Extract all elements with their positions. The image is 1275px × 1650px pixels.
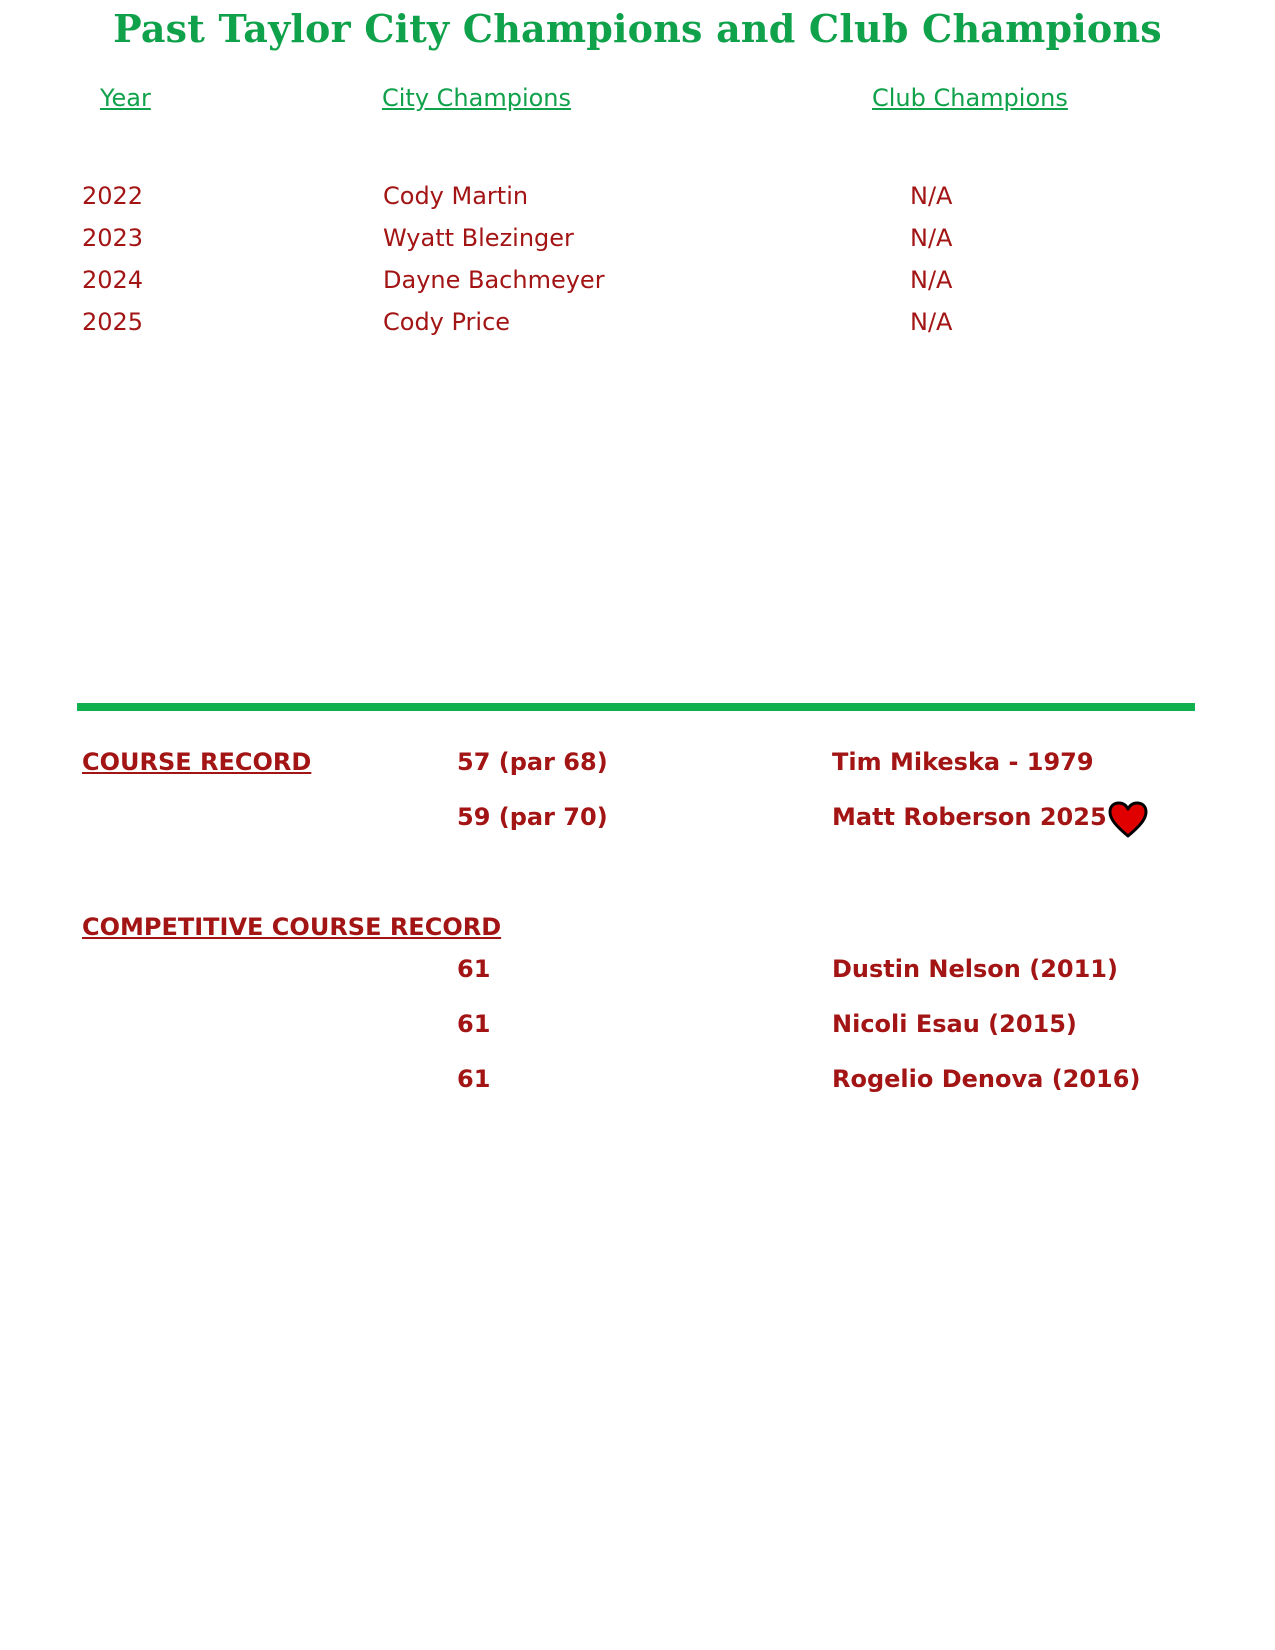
record-score: 59 (par 70) xyxy=(457,803,608,831)
row-year: 2023 xyxy=(82,224,144,252)
club-champions-column-header: Club Champions xyxy=(872,84,1068,112)
record-holder: Tim Mikeska - 1979 xyxy=(832,748,1094,776)
row-year: 2022 xyxy=(82,182,144,210)
row-club-champion: N/A xyxy=(910,182,953,210)
row-club-champion: N/A xyxy=(910,224,953,252)
row-city-champion: Wyatt Blezinger xyxy=(383,224,574,252)
year-column-header: Year xyxy=(100,84,151,112)
record-score: 57 (par 68) xyxy=(457,748,608,776)
competitive-record-label: COMPETITIVE COURSE RECORD xyxy=(82,913,502,941)
row-year: 2025 xyxy=(82,308,144,336)
section-divider xyxy=(77,703,1195,711)
record-holder: Nicoli Esau (2015) xyxy=(832,1010,1077,1038)
city-champions-column-header: City Champions xyxy=(382,84,572,112)
row-city-champion: Cody Martin xyxy=(383,182,529,210)
record-score: 61 xyxy=(457,1010,491,1038)
record-holder: Matt Roberson 2025 xyxy=(832,803,1107,831)
row-city-champion: Dayne Bachmeyer xyxy=(383,266,605,294)
page-title: Past Taylor City Champions and Club Champions xyxy=(113,6,1162,51)
record-holder: Rogelio Denova (2016) xyxy=(832,1065,1141,1093)
record-holder: Dustin Nelson (2011) xyxy=(832,955,1118,983)
record-score: 61 xyxy=(457,955,491,983)
row-city-champion: Cody Price xyxy=(383,308,511,336)
course-record-label: COURSE RECORD xyxy=(82,748,312,776)
row-year: 2024 xyxy=(82,266,144,294)
row-club-champion: N/A xyxy=(910,308,953,336)
row-club-champion: N/A xyxy=(910,266,953,294)
record-score: 61 xyxy=(457,1065,491,1093)
heart-icon xyxy=(1108,801,1148,839)
